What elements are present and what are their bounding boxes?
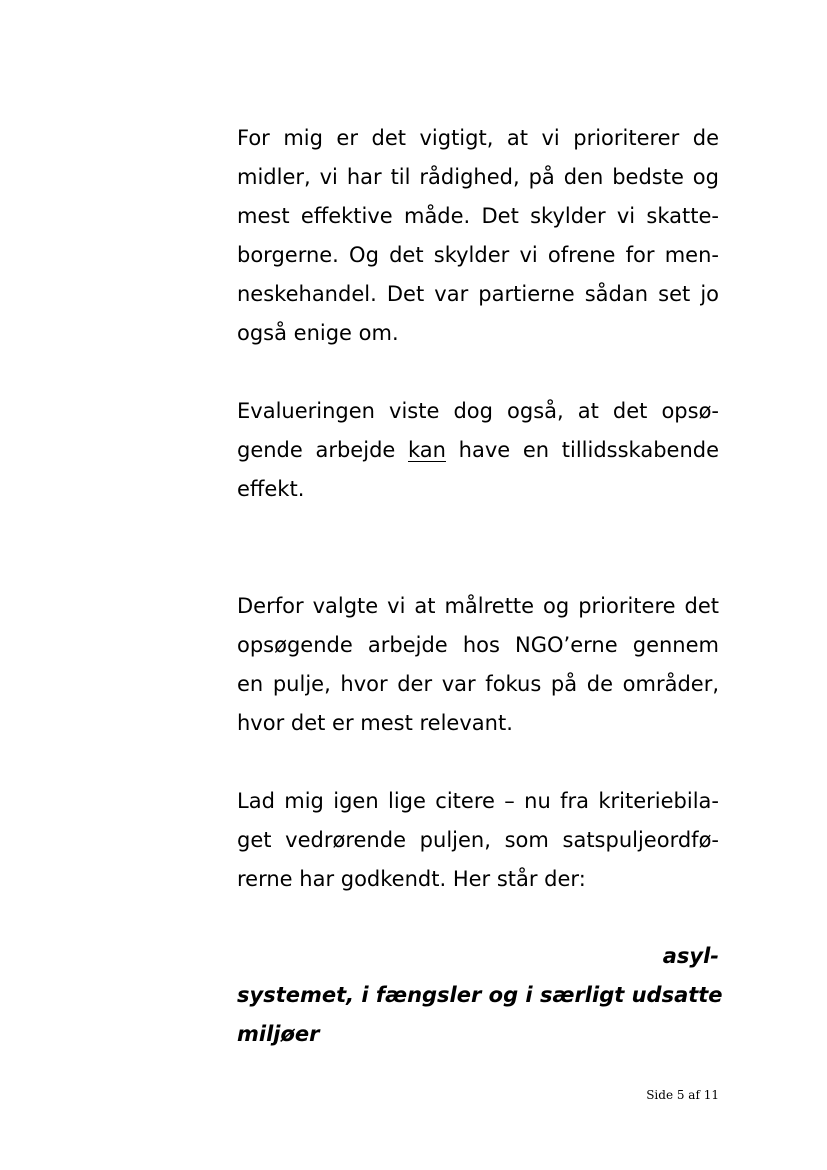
text-line: en pulje, hvor der var fokus på de områder, [237, 672, 719, 696]
text-line: get vedrørende puljen, som satspuljeordfø- [237, 828, 719, 852]
text-line: også enige om. [237, 321, 399, 345]
text-line: rerne har godkendt. Her står der: [237, 867, 586, 891]
text-line: hvor det er mest relevant. [237, 711, 513, 735]
quote-line: miljøer [237, 1022, 320, 1046]
text-line: opsøgende arbejde hos NGO’erne gennem [237, 633, 719, 657]
text-line: For mig er det vigtigt, at vi prioriterer de [237, 126, 719, 150]
text-line: borgerne. Og det skylder vi ofrene for men- [237, 243, 719, 267]
text-line-with-emphasis [237, 436, 719, 464]
text-line: midler, vi har til rådighed, på den bedste og [237, 165, 719, 189]
text-line: Evalueringen viste dog også, at det opsø- [237, 399, 719, 423]
text-line: Derfor valgte vi at målrette og prioritere det [237, 594, 719, 618]
underlined-word: kan [408, 438, 446, 462]
text-segment: have en tillidsskabende [445, 438, 720, 462]
text-line: neskehandel. Det var partierne sådan set jo [237, 282, 719, 306]
quote-line: asyl- [662, 944, 719, 968]
quote-line: systemet, i fængsler og i særligt udsatte [237, 983, 723, 1007]
text-line: Lad mig igen lige citere – nu fra kriteriebila- [237, 789, 719, 813]
page-number: Side 5 af 11 [646, 1088, 719, 1102]
text-line: mest effektive måde. Det skylder vi skatte- [237, 204, 719, 228]
text-segment: gende arbejde [237, 438, 408, 462]
text-line: effekt. [237, 477, 305, 501]
